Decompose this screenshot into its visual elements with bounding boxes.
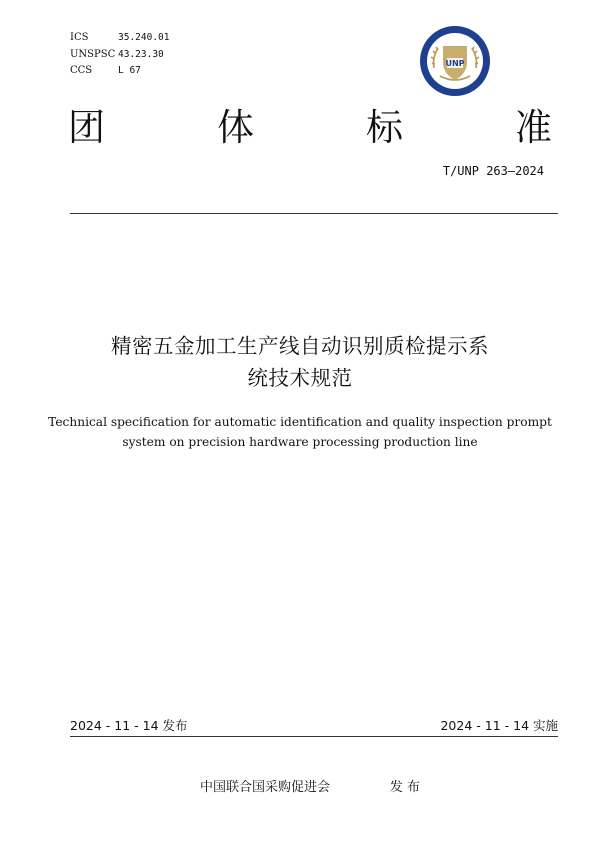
publisher-line — [200, 776, 420, 795]
title-char: 体 — [217, 106, 254, 149]
document-title-en — [40, 412, 560, 452]
classification-row-unspsc — [70, 47, 169, 64]
implementation-date: 2024 - 11 - 14 实施 — [440, 718, 558, 733]
title-en-line: Technical specification for automatic identification and quality inspection prompt — [48, 415, 552, 429]
title-char: 标 — [366, 106, 403, 149]
top-divider — [70, 213, 558, 214]
publisher-name: 中国联合国采购促进会 — [200, 780, 331, 795]
classification-value: 43.23.30 — [118, 48, 164, 60]
title-char: 团 — [68, 106, 105, 149]
classification-key: CCS — [70, 65, 93, 76]
classification-codes — [70, 30, 169, 80]
classification-row-ccs — [70, 63, 169, 80]
unp-logo — [418, 24, 492, 98]
classification-value: L 67 — [118, 65, 141, 76]
bottom-divider — [70, 736, 558, 737]
title-char: 准 — [515, 106, 552, 149]
standard-code: T/UNP 263—2024 — [442, 164, 544, 178]
standard-type-title — [68, 104, 552, 152]
classification-value: 35.240.01 — [118, 32, 170, 43]
publisher-action: 发 布 — [389, 780, 420, 795]
document-title-zh — [40, 330, 560, 394]
title-zh-line: 精密五金加工生产线自动识别质检提示系 — [111, 334, 489, 358]
title-en-line: system on precision hardware processing production line — [122, 435, 478, 449]
logo-text: UNP — [445, 59, 465, 68]
title-zh-line: 统技术规范 — [247, 366, 353, 390]
classification-row-ics — [70, 30, 169, 47]
classification-key: UNSPSC — [70, 48, 116, 60]
issue-date: 2024 - 11 - 14 发布 — [70, 718, 188, 733]
classification-key: ICS — [70, 32, 89, 43]
